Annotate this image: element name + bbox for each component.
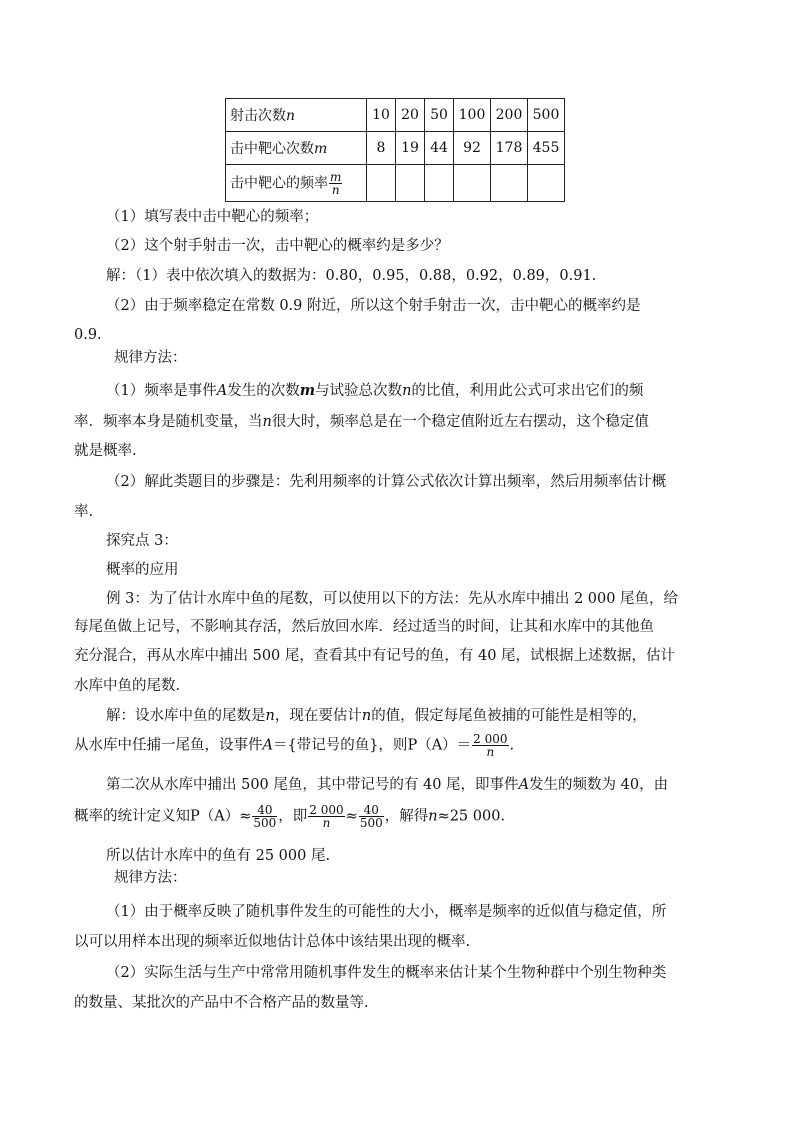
text: 第二次从水库中捕出 500 尾鱼，其中带记号的有 40 尾，即事件 — [106, 777, 519, 793]
frac-numerator: m — [330, 169, 342, 184]
text: ≈25 000. — [437, 808, 506, 825]
method-1-line1 — [106, 381, 643, 401]
solution-line3 — [106, 775, 668, 795]
var-n: n — [286, 108, 296, 124]
probability-expr: P（A）≈ — [190, 808, 252, 825]
row-label: 击中靶心的频率 — [230, 175, 328, 191]
fraction-2000-over-n — [308, 804, 344, 829]
table-cell: 92 — [454, 132, 491, 165]
table-header-shots — [226, 99, 367, 132]
row-label: 射击次数 — [230, 108, 286, 124]
text: （1）频率是事件 — [106, 383, 217, 399]
var-A: A — [518, 777, 530, 793]
text: ，解得 — [384, 808, 429, 825]
table-cell: 50 — [425, 99, 454, 132]
frac-numerator: 2 000 — [473, 732, 508, 746]
method-2-line2: 以可以用样本出现的频率近似地估计总体中该结果出现的概率. — [74, 934, 471, 950]
row-label: 击中靶心次数 — [230, 141, 314, 157]
var-m: m — [299, 382, 316, 399]
frac-denominator: n — [322, 816, 331, 830]
frequency-table — [225, 98, 565, 202]
table-row — [226, 132, 565, 165]
table-cell: 44 — [425, 132, 454, 165]
frac-numerator: 2 000 — [309, 803, 344, 817]
solution-line1 — [106, 706, 647, 726]
answer-1: 解：（1）表中依次填入的数据为：0.80，0.95，0.88，0.92，0.89，0.91. — [106, 268, 597, 284]
frac-numerator: 40 — [359, 804, 384, 817]
table-header-hits — [226, 132, 367, 165]
text: ，即 — [278, 808, 308, 825]
var-A: A — [262, 737, 273, 754]
question-1: （1）填写表中击中靶心的频率； — [106, 209, 319, 225]
solution-line5: 所以估计水库中的鱼有 25 000 尾. — [106, 848, 331, 864]
question-2: （2）这个射手射击一次，击中靶心的概率约是多少？ — [106, 238, 449, 254]
method-title-2: 规律方法： — [114, 870, 187, 886]
solution-line2 — [74, 733, 514, 758]
text: . — [509, 737, 515, 754]
answer-2-line1: （2）由于频率稳定在常数 0.9 附近，所以这个射手射击一次，击中靶心的概率约是 — [106, 298, 641, 314]
table-cell: 100 — [454, 99, 491, 132]
table-cell-empty — [396, 165, 425, 202]
table-row — [226, 99, 565, 132]
method-2-line4: 的数量、某批次的产品中不合格产品的数量等. — [74, 995, 369, 1011]
text: 发生的频数为 40，由 — [529, 777, 669, 793]
table-header-frequency — [226, 165, 367, 202]
text: 的值，假定每尾鱼被捕的可能性是相等的， — [371, 708, 647, 724]
answer-2-line2: 0.9. — [74, 327, 102, 343]
method-title-1: 规律方法： — [114, 350, 187, 366]
explore-title: 探究点 3： — [106, 533, 178, 549]
text: 与试验总次数 — [315, 383, 403, 399]
table-cell-empty — [367, 165, 396, 202]
text: 发生的次数 — [227, 383, 300, 399]
text: ，现在要估计 — [274, 708, 362, 724]
table-cell: 455 — [528, 132, 565, 165]
table-cell: 178 — [491, 132, 528, 165]
var-n: n — [265, 708, 275, 724]
explore-subtitle: 概率的应用 — [106, 562, 179, 578]
var-n: n — [361, 708, 372, 724]
method-2-line3: （2）实际生活与生产中常常用随机事件发生的概率来估计某个生物种群中个别生物种类 — [106, 965, 667, 981]
table-cell: 10 — [367, 99, 396, 132]
table-cell-empty — [491, 165, 528, 202]
frac-denominator: 500 — [253, 816, 277, 830]
table-cell: 500 — [528, 99, 565, 132]
text: 解：设水库中鱼的尾数是 — [106, 708, 266, 724]
method-1-line2 — [74, 412, 649, 432]
example-3-line4: 水库中鱼的尾数. — [74, 678, 181, 694]
fraction-40-over-500 — [252, 804, 277, 829]
table-cell: 8 — [367, 132, 396, 165]
probability-expr: P（A）＝ — [407, 737, 472, 754]
table-cell-empty — [528, 165, 565, 202]
text: 的比值，利用此公式可求出它们的频 — [411, 383, 644, 399]
var-n: n — [262, 414, 272, 430]
var-n: n — [428, 808, 438, 825]
frac-denominator: 500 — [359, 816, 383, 830]
method-1-line5: 率. — [74, 504, 94, 520]
table-cell: 200 — [491, 99, 528, 132]
solution-line4 — [74, 804, 505, 829]
method-1-line4: （2）解此类题目的步骤是：先利用频率的计算公式依次计算出频率，然后用频率估计概 — [106, 474, 667, 490]
example-3-line3: 充分混合，再从水库中捕出 500 尾，查看其中有记号的鱼，有 40 尾，试根据上述数据，估计 — [74, 648, 676, 664]
fraction-2000-over-n — [472, 733, 508, 758]
example-3-line1: 例 3：为了估计水库中鱼的尾数，可以使用以下的方法：先从水库中捕出 2 000 尾鱼，给 — [106, 591, 679, 607]
method-2-line1: （1）由于概率反映了随机事件发生的可能性的大小，概率是频率的近似值与稳定值，所 — [106, 904, 667, 920]
frac-denominator: n — [331, 182, 340, 197]
text: ＝{带记号的鱼}，则 — [272, 737, 408, 754]
table-cell-empty — [454, 165, 491, 202]
fraction-m-over-n — [329, 171, 342, 196]
example-3-line2: 每尾鱼做上记号，不影响其存活，然后放回水库．经过适当的时间，让其和水库中的其他鱼 — [74, 619, 654, 635]
text: 从水库中任捕一尾鱼，设事件 — [74, 737, 263, 754]
text: 率．频率本身是随机变量，当 — [74, 414, 263, 430]
frac-numerator: 40 — [252, 804, 277, 817]
var-n: n — [402, 383, 412, 399]
text: ≈ — [345, 808, 358, 825]
table-cell: 19 — [396, 132, 425, 165]
table-row — [226, 165, 565, 202]
var-m: m — [314, 141, 328, 157]
text: 概率的统计定义知 — [74, 808, 190, 825]
frac-denominator: n — [486, 745, 495, 759]
var-A: A — [216, 383, 228, 399]
table-cell: 20 — [396, 99, 425, 132]
text: 很大时，频率总是在一个稳定值附近左右摆动，这个稳定值 — [271, 414, 649, 430]
fraction-40-over-500 — [359, 804, 384, 829]
table-cell-empty — [425, 165, 454, 202]
method-1-line3: 就是概率. — [74, 443, 137, 459]
